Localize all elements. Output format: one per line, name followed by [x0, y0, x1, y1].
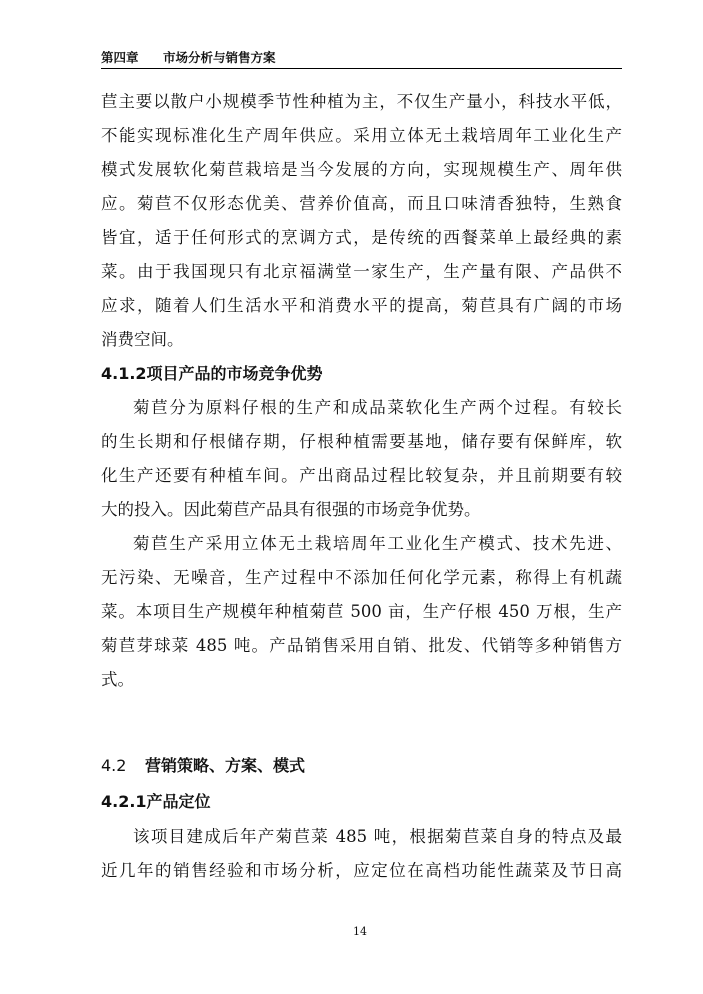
- paragraph-line: 大的投入。因此菊苣产品具有很强的市场竞争优势。: [101, 500, 481, 519]
- paragraph-line: 应。菊苣不仅形态优美、营养价值高，而且口味清香独特，生熟食: [101, 194, 622, 213]
- subsection-heading-4-1-2: 4.1.2项目产品的市场竞争优势: [101, 364, 323, 383]
- paragraph-line: 菊苣生产采用立体无土栽培周年工业化生产模式、技术先进、: [133, 534, 622, 553]
- chapter-label: 第四章: [101, 50, 139, 65]
- paragraph-line: 应求，随着人们生活水平和消费水平的提高，菊苣具有广阔的市场: [101, 296, 622, 315]
- paragraph-line: 菜。本项目生产规模年种植菊苣 500 亩，生产仔根 450 万根，生产: [101, 602, 622, 621]
- section-number-4-2: 4.2: [101, 756, 127, 775]
- paragraph-line: 模式发展软化菊苣栽培是当今发展的方向，实现规模生产、周年供: [101, 160, 622, 179]
- paragraph-line: 皆宜，适于任何形式的烹调方式，是传统的西餐菜单上最经典的素: [101, 228, 622, 247]
- paragraph-line: 近几年的销售经验和市场分析，应定位在高档功能性蔬菜及节日高: [101, 861, 622, 880]
- paragraph-line: 不能实现标准化生产周年供应。采用立体无土栽培周年工业化生产: [101, 126, 622, 145]
- subsection-heading-4-2-1: 4.2.1产品定位: [101, 792, 211, 811]
- paragraph-line: 无污染、无噪音，生产过程中不添加任何化学元素，称得上有机蔬: [101, 568, 622, 587]
- section-title-4-2: 营销策略、方案、模式: [145, 756, 306, 775]
- paragraph-line: 苣主要以散户小规模季节性种植为主，不仅生产量小，科技水平低，: [101, 92, 622, 111]
- paragraph-line: 消费空间。: [101, 330, 184, 349]
- paragraph-line: 菊苣芽球菜 485 吨。产品销售采用自销、批发、代销等多种销售方: [101, 636, 622, 655]
- paragraph-line: 式。: [101, 670, 134, 689]
- chapter-title: 市场分析与销售方案: [163, 50, 276, 65]
- paragraph-line: 化生产还要有种植车间。产出商品过程比较复杂，并且前期要有较: [101, 466, 622, 485]
- paragraph-line: 的生长期和仔根储存期，仔根种植需要基地，储存要有保鲜库，软: [101, 432, 622, 451]
- paragraph-line: 菊苣分为原料仔根的生产和成品菜软化生产两个过程。有较长: [133, 398, 622, 417]
- page-header: [101, 48, 622, 69]
- paragraph-line: 菜。由于我国现只有北京福满堂一家生产，生产量有限、产品供不: [101, 262, 622, 281]
- paragraph-line: 该项目建成后年产菊苣菜 485 吨，根据菊苣菜自身的特点及最: [133, 827, 622, 846]
- page-number: 14: [353, 925, 367, 938]
